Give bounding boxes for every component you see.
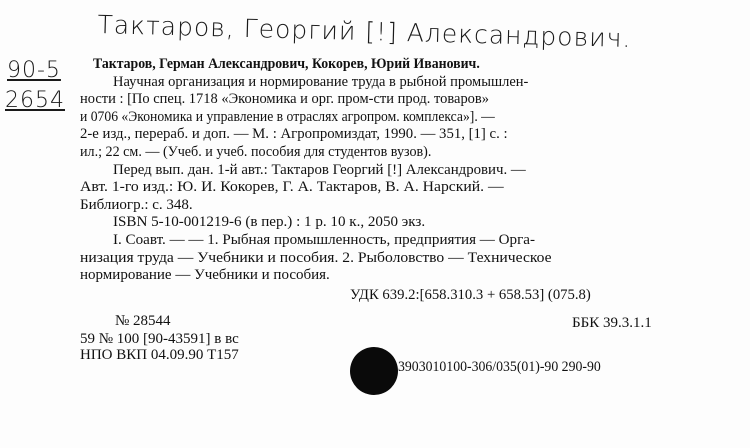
udc-code: УДК 639.2:[658.310.3 + 658.53] (075.8): [350, 287, 591, 303]
subjects-line-2: низация труда — Учебники и пособия. 2. Рыболовство — Техническое: [80, 250, 552, 266]
order-number: 59 № 100 [90-43591] в вс: [80, 331, 239, 347]
ink-blot: [350, 347, 398, 395]
handwritten-call-number: 90-5: [7, 58, 61, 83]
handwritten-inventory-number: 2654: [5, 88, 65, 113]
edition-line: 2-е изд., перераб. и доп. — М. : Агропромиздат, 1990. — 351, [1] с. :: [80, 126, 508, 142]
series-line: ил.; 22 см. — (Учеб. и учеб. пособия для студентов вузов).: [80, 144, 432, 160]
isbn-line: ISBN 5-10-001219-6 (в пер.) : 1 р. 10 к., 2050 экз.: [113, 214, 426, 230]
bibliography-note: Библиогр.: с. 348.: [80, 197, 193, 213]
bbk-code: ББК 39.3.1.1: [572, 315, 652, 331]
title-line-1: Научная организация и нормирование труда в рыбной промышлен-: [113, 74, 529, 90]
handwritten-heading: Тактаров, Георгий [!] Александрович.: [97, 10, 632, 53]
publisher-code: 3903010100-306/035(01)-90 290-90: [398, 359, 601, 375]
subjects-line-1: I. Соавт. — — 1. Рыбная промышленность, предприятия — Орга-: [113, 232, 535, 248]
card-number: № 28544: [115, 313, 171, 329]
publisher-imprint: НПО ВКП 04.09.90 Т157: [80, 347, 239, 363]
note-line-1: Перед вып. дан. 1-й авт.: Тактаров Георгий [!] Александрович. —: [113, 162, 526, 178]
title-line-2: ности : [По спец. 1718 «Экономика и орг. пром-сти прод. товаров»: [80, 91, 490, 107]
title-line-3: и 0706 «Экономика и управление в отраслях агропром. комплекса»]. —: [80, 109, 495, 125]
subjects-line-3: нормирование — Учебники и пособия.: [80, 267, 330, 283]
author-heading: Тактаров, Герман Александрович, Кокорев, Юрий Иванович.: [93, 56, 480, 72]
note-line-2: Авт. 1-го изд.: Ю. И. Кокорев, Г. А. Тактаров, В. А. Нарский. —: [80, 179, 504, 195]
